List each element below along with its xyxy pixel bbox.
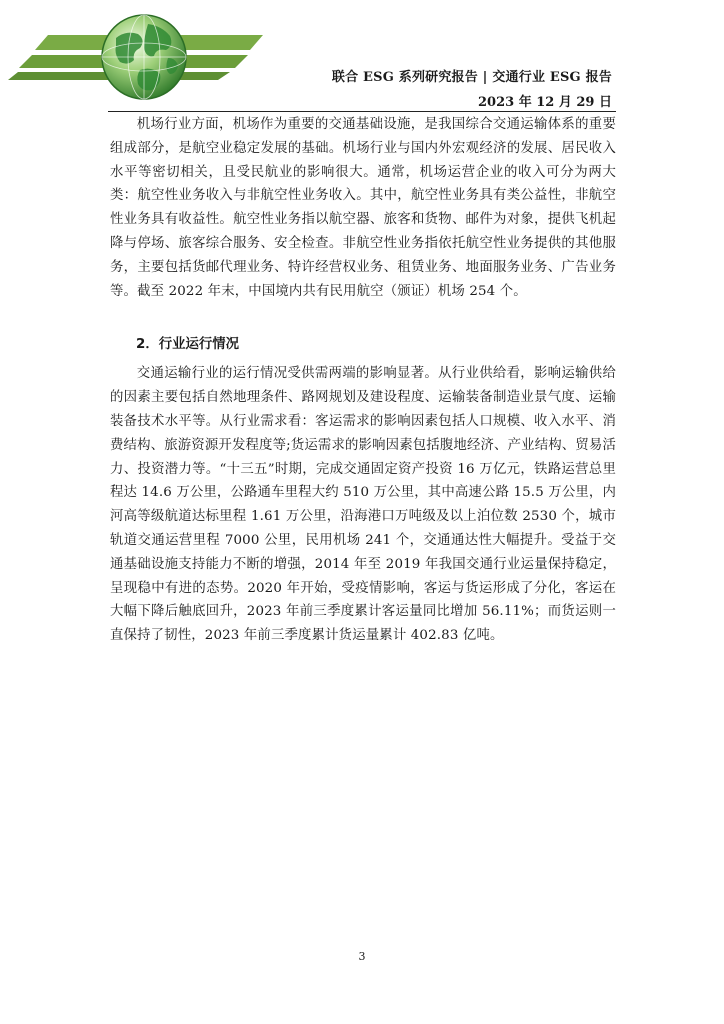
page-number: 3: [358, 950, 366, 963]
report-title: 联合 ESG 系列研究报告 | 交通行业 ESG 报告: [331, 70, 612, 85]
paragraph-industry-operation: 交通运输行业的运行情况受供需两端的影响显著。从行业供给看，影响运输供给的因素主要包括自然地理条件、路网规划及建设程度、运输装备制造业景气度、运输装备技术水平等。从行业需求看：客运需求的影响因素包括人口规模、收入水平、消费结构、旅游资源开发程度等;货运需求的影响因素包括腹地经济、产业结构、贸易活力、投资潜力等。“十三五”时期，完成交通固定资产投资 16 万亿元，铁路运营总里程达 14.6 万公里，公路通车里程大约 510 万公里，其中高速公路 15.5 万公里，内河高等级航道达标里程 1.61 万公里，沿海港口万吨级及以上泊位数 2530 个，城市轨道交通运营里程 7000 公里，民用机场 241 个，交通通达性大幅提升。受益于交通基础设施支持能力不断的增强，2014 年至 2019 年我国交通行业运量保持稳定，呈现稳中有进的态势。2020 年开始，受疫情影响，客运与货运形成了分化，客运在大幅下降后触底回升，2023 年前三季度累计客运量同比增加 56.11%；而货运则一直保持了韧性，2023 年前三季度累计货运量累计 402.83 亿吨。: [110, 366, 616, 644]
company-logo: [8, 10, 268, 110]
header-divider: [108, 111, 616, 112]
main-content: [110, 113, 616, 648]
globe-icon: [102, 15, 186, 99]
report-date: 2023 年 12 月 29 日: [478, 95, 612, 110]
section-heading: 2．行业运行情况: [136, 337, 240, 353]
paragraph-airport-industry: 机场行业方面，机场作为重要的交通基础设施，是我国综合交通运输体系的重要组成部分，是航空业稳定发展的基础。机场行业与国内外宏观经济的发展、居民收入水平等密切相关，且受民航业的影响很大。通常，机场运营企业的收入可分为两大类：航空性业务收入与非航空性业务收入。其中，航空性业务具有类公益性，非航空性业务具有收益性。航空性业务指以航空器、旅客和货物、邮件为对象，提供飞机起降与停场、旅客综合服务、安全检查。非航空性业务指依托航空性业务提供的其他服务，主要包括货邮代理业务、特许经营权业务、租赁业务、地面服务业务、广告业务等。截至 2022 年末，中国境内共有民用航空（颁证）机场 254 个。: [110, 117, 616, 299]
